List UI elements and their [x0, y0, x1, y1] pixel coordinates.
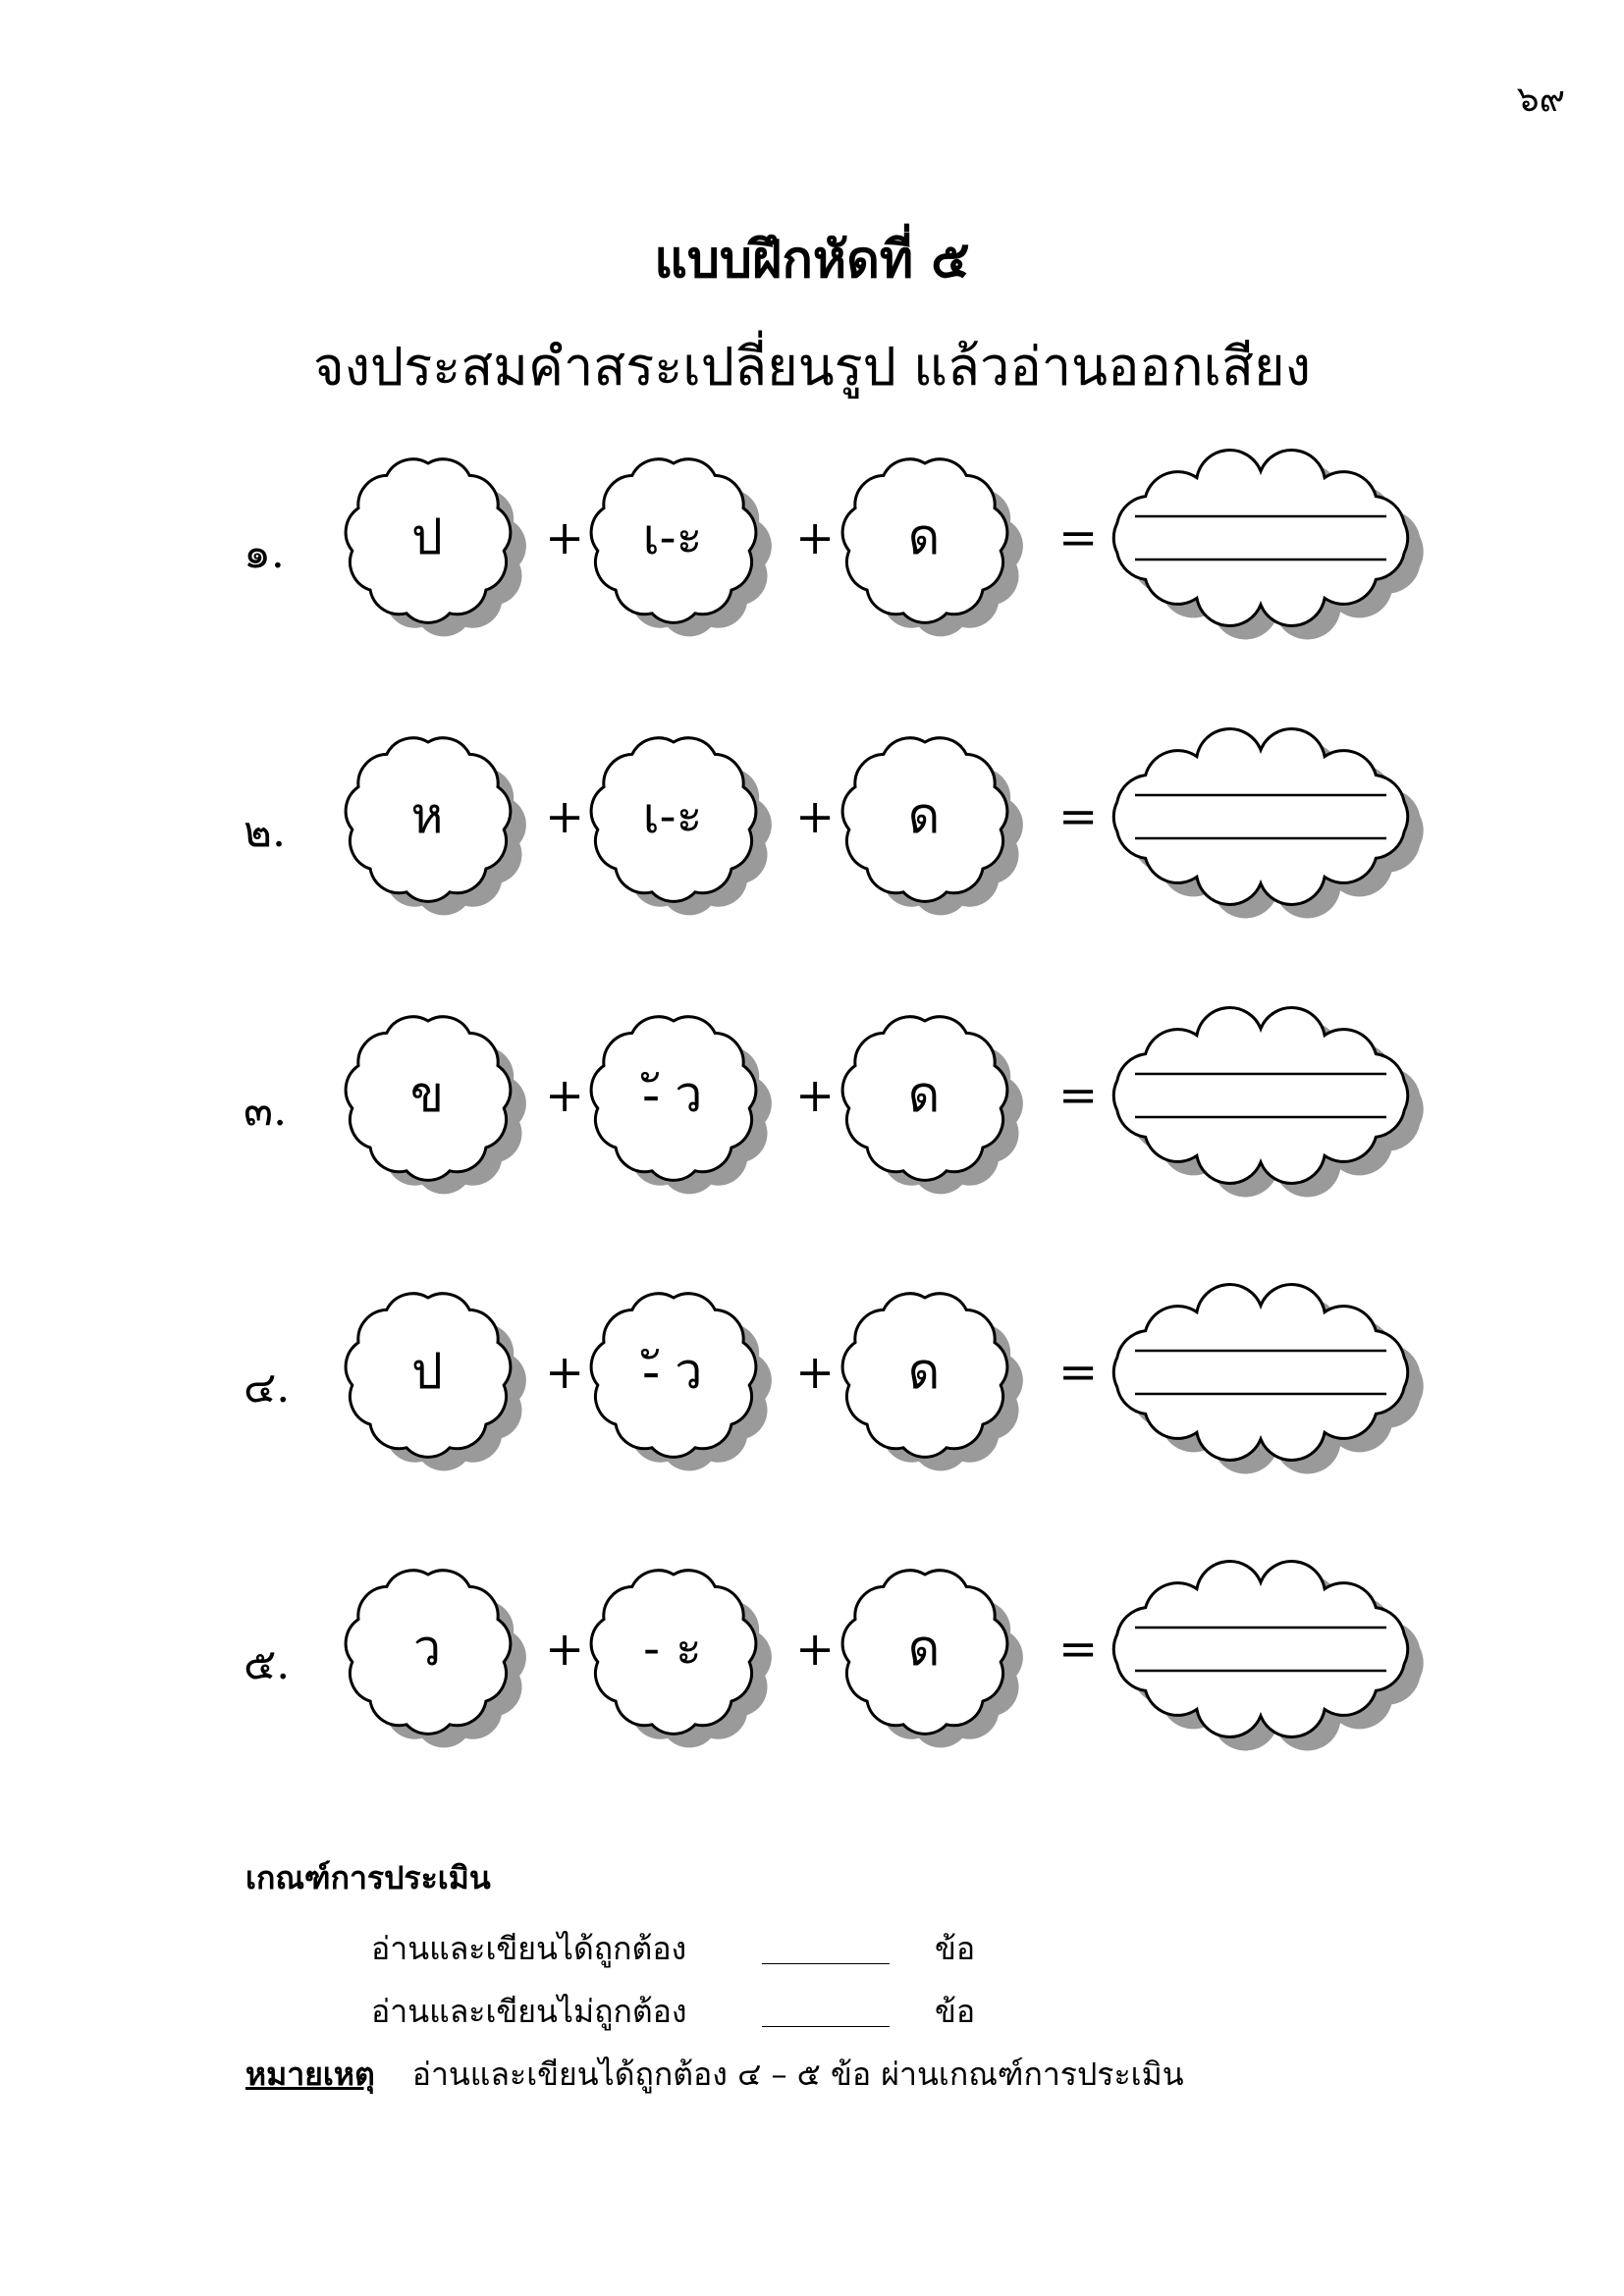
- exercise-row: [0, 1288, 1624, 1484]
- consonant-text: ป: [411, 1342, 443, 1400]
- note-text: อ่านและเขียนได้ถูกต้อง ๔ – ๕ ข้อ ผ่านเกณฑ์การประเมิน: [411, 2056, 1184, 2093]
- instruction-text: จงประสมคำสระเปลี่ยนรูป แล้วอ่านออกเสียง: [313, 336, 1311, 398]
- equals-sign: =: [1058, 1345, 1099, 1400]
- final-text: ด: [907, 786, 941, 844]
- final-consonant-cloud: [840, 1011, 1027, 1198]
- criteria-label: อ่านและเขียนได้ถูกต้อง: [371, 1930, 687, 1967]
- vowel-cloud: [589, 1288, 776, 1474]
- exercise-number: ๑.: [244, 528, 285, 578]
- criteria-title: เกณฑ์การประเมิน: [245, 1859, 491, 1896]
- final-consonant-cloud: [840, 1565, 1027, 1751]
- vowel-cloud: [589, 732, 776, 919]
- note: [245, 2050, 1184, 2100]
- vowel-text: -ั ว: [642, 1065, 703, 1123]
- vowel-cloud: [589, 1565, 776, 1751]
- answer-cloud[interactable]: [1108, 1019, 1432, 1186]
- consonant-cloud: [344, 1011, 530, 1198]
- final-consonant-cloud: [840, 1288, 1027, 1474]
- exercise-row: [0, 1565, 1624, 1761]
- equals-sign: =: [1058, 1068, 1099, 1123]
- consonant-text: ป: [411, 507, 443, 565]
- answer-cloud-shape: [1108, 1573, 1432, 1739]
- score-blank[interactable]: [762, 1963, 890, 1964]
- final-text: ด: [907, 1065, 941, 1123]
- answer-cloud[interactable]: [1108, 740, 1432, 907]
- final-text: ด: [907, 507, 941, 565]
- answer-cloud-shape: [1108, 740, 1432, 907]
- equals-sign: =: [1058, 1622, 1099, 1677]
- answer-cloud[interactable]: [1108, 461, 1432, 628]
- page-title: แบบฝึกหัดที่ ๕: [654, 230, 970, 290]
- consonant-cloud: [344, 454, 530, 640]
- plus-sign: +: [545, 789, 585, 844]
- plus-sign: +: [795, 1068, 836, 1123]
- consonant-cloud: [344, 732, 530, 919]
- vowel-text: - ะ: [643, 1619, 702, 1677]
- consonant-text: ว: [412, 1619, 442, 1677]
- plus-sign: +: [545, 510, 585, 565]
- plus-sign: +: [545, 1068, 585, 1123]
- answer-cloud-shape: [1108, 1296, 1432, 1463]
- plus-sign: +: [795, 1345, 836, 1400]
- plus-sign: +: [795, 510, 836, 565]
- criteria-item-incorrect: [371, 1987, 1157, 2036]
- exercise-number: ๒.: [244, 807, 286, 857]
- exercise-row: [0, 732, 1624, 929]
- criteria-unit: ข้อ: [935, 1993, 976, 2030]
- answer-cloud-shape: [1108, 461, 1432, 628]
- vowel-cloud: [589, 454, 776, 640]
- answer-cloud[interactable]: [1108, 1296, 1432, 1463]
- exercise-row: [0, 1011, 1624, 1207]
- exercise-number: ๕.: [244, 1639, 291, 1689]
- criteria-label: อ่านและเขียนไม่ถูกต้อง: [371, 1993, 687, 2030]
- plus-sign: +: [795, 789, 836, 844]
- consonant-text: ห: [410, 786, 444, 844]
- consonant-text: ข: [409, 1065, 445, 1123]
- answer-cloud-shape: [1108, 1019, 1432, 1186]
- vowel-text: เ-ะ: [642, 507, 703, 565]
- final-text: ด: [907, 1342, 941, 1400]
- equals-sign: =: [1058, 789, 1099, 844]
- consonant-cloud: [344, 1288, 530, 1474]
- vowel-text: เ-ะ: [642, 786, 703, 844]
- exercise-row: [0, 454, 1624, 650]
- exercise-number: ๓.: [244, 1086, 288, 1136]
- final-text: ด: [907, 1619, 941, 1677]
- final-consonant-cloud: [840, 454, 1027, 640]
- answer-cloud[interactable]: [1108, 1573, 1432, 1739]
- criteria-item-correct: [371, 1924, 1157, 1973]
- plus-sign: +: [795, 1622, 836, 1677]
- exercise-number: ๔.: [244, 1362, 291, 1413]
- plus-sign: +: [545, 1622, 585, 1677]
- plus-sign: +: [545, 1345, 585, 1400]
- consonant-cloud: [344, 1565, 530, 1751]
- criteria-unit: ข้อ: [935, 1930, 976, 1967]
- vowel-text: -ั ว: [642, 1342, 703, 1400]
- note-label: หมายเหตุ: [245, 2056, 375, 2093]
- equals-sign: =: [1058, 510, 1099, 565]
- score-blank[interactable]: [762, 2026, 890, 2027]
- page-number: ๖๙: [1516, 80, 1565, 120]
- final-consonant-cloud: [840, 732, 1027, 919]
- vowel-cloud: [589, 1011, 776, 1198]
